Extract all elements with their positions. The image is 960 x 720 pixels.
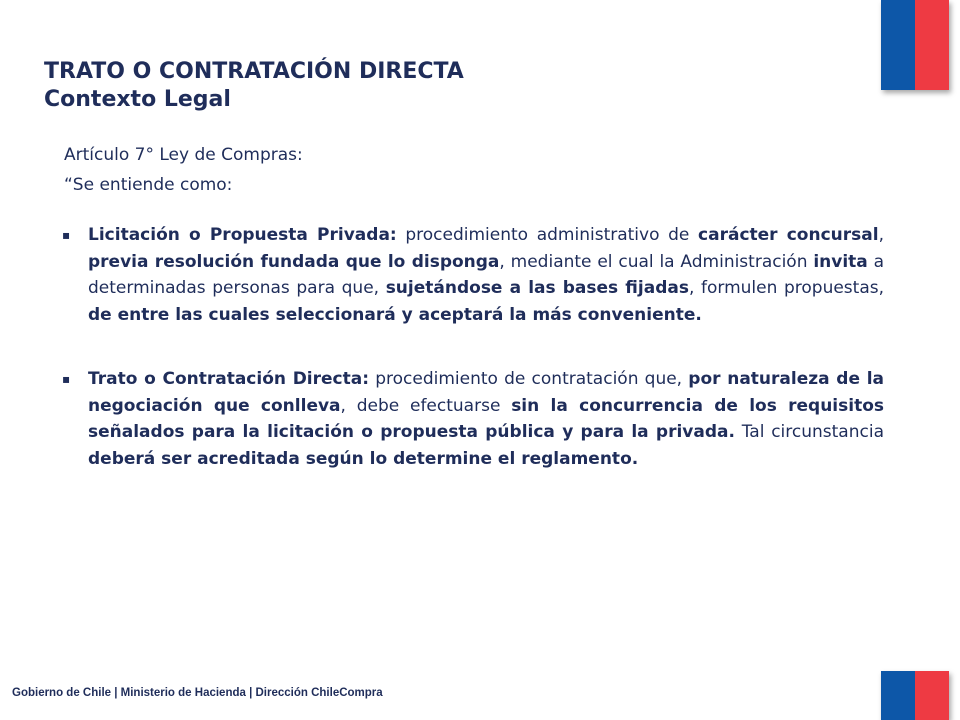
bullet-item-licitacion-privada [64, 222, 884, 328]
intro-line-2: “Se entiende como: [64, 175, 233, 195]
flag-blue-stripe [881, 671, 915, 720]
emphasis-text: sin la concurrencia de los requisitos señalados para la licitación o propuesta pública y para la privada. [88, 395, 885, 442]
body-text: , [878, 225, 884, 245]
flag-blue-stripe [881, 0, 915, 90]
intro-line-1: Artículo 7° Ley de Compras: [64, 145, 303, 165]
body-text: , mediante el cual la Administración [499, 251, 814, 272]
footer-text: Gobierno de Chile | Ministerio de Hacienda | Dirección ChileCompra [12, 687, 383, 699]
body-text: procedimiento de contratación que, [369, 369, 689, 389]
square-bullet-icon: ▪ [62, 372, 71, 386]
body-text: , formulen propuestas, [688, 278, 885, 298]
chile-flag-bottom [881, 671, 949, 720]
flag-red-stripe [915, 0, 949, 90]
bullet-text [88, 222, 884, 328]
emphasis-text: por naturaleza de la negociación que conlleva [88, 369, 884, 416]
slide-title [44, 58, 464, 114]
body-text: a determinadas personas para que, [88, 251, 885, 298]
chile-flag-top [881, 0, 949, 90]
flag-red-stripe [915, 671, 949, 720]
emphasis-text: sujetándose a las bases fijadas [385, 278, 689, 298]
bullet-item-trato-directo [64, 366, 884, 472]
emphasis-text: Trato o Contratación Directa: [88, 369, 370, 389]
square-bullet-icon: ▪ [62, 228, 71, 242]
slide-content [64, 140, 884, 472]
title-line-1: TRATO O CONTRATACIÓN DIRECTA [44, 59, 464, 84]
emphasis-text: invita [813, 251, 868, 272]
emphasis-text: Licitación o Propuesta Privada: [88, 225, 397, 245]
emphasis-text: carácter concursal [698, 225, 879, 245]
bullet-text [88, 366, 884, 472]
title-line-2: Contexto Legal [44, 87, 231, 112]
body-text: Tal circunstancia [734, 422, 884, 442]
emphasis-text: previa resolución fundada que lo disponga [88, 251, 500, 272]
body-text: procedimiento administrativo de [396, 225, 699, 245]
emphasis-text: de entre las cuales seleccionará y aceptará la más conveniente. [88, 304, 702, 325]
body-text: , debe efectuarse [340, 395, 512, 416]
emphasis-text: deberá ser acreditada según lo determine el reglamento. [88, 448, 639, 469]
